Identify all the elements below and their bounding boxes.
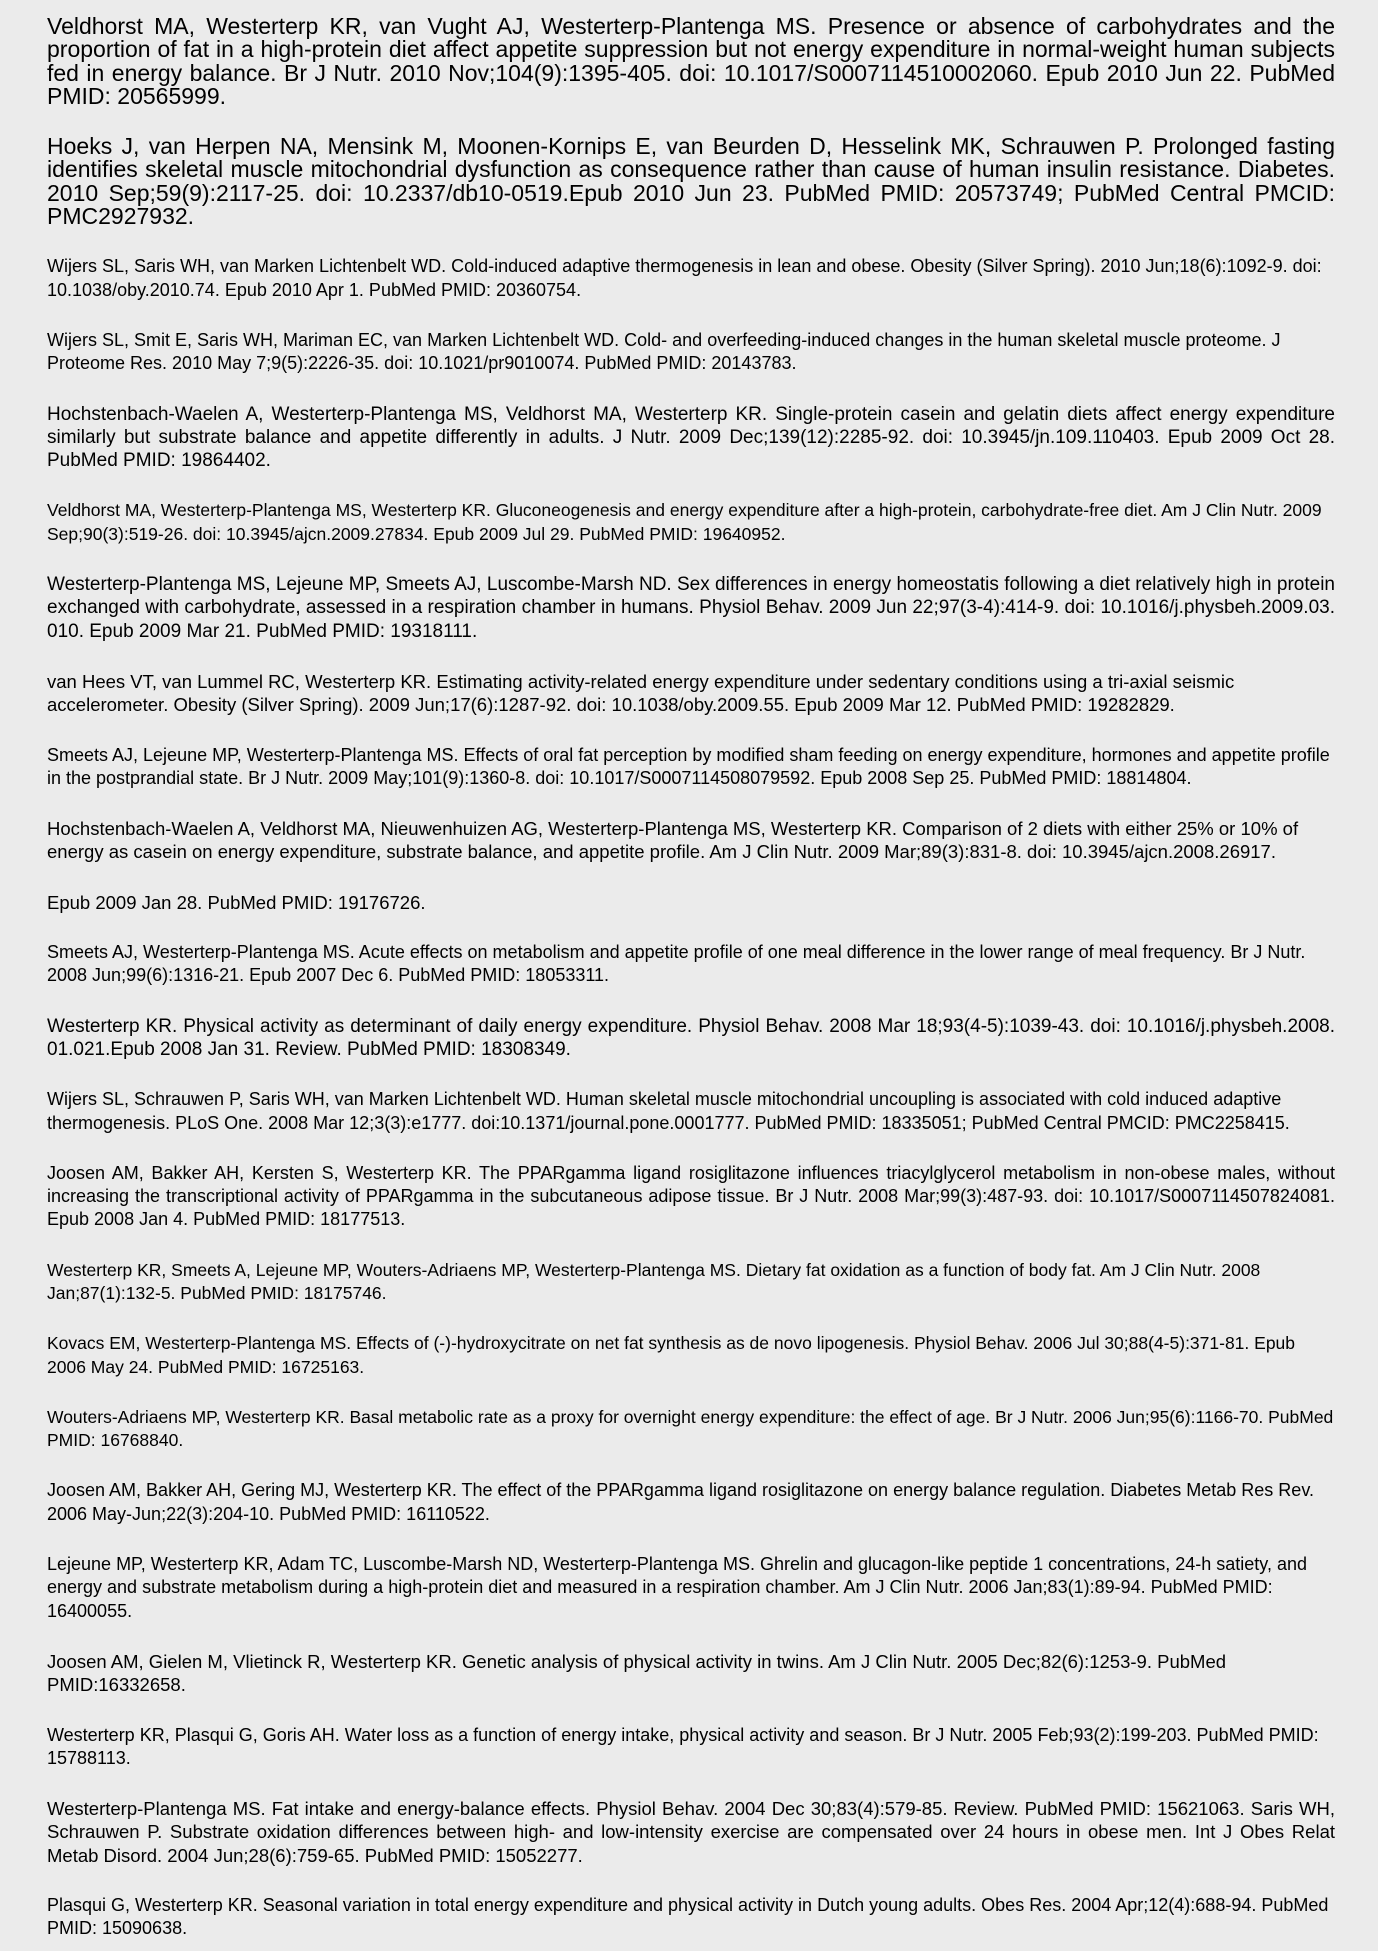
reference-item: Westerterp KR, Smeets A, Lejeune MP, Wouters-Adriaens MP, Westerterp-Plantenga MS. Dietary fat oxidation as a function of body fat. Am J Clin Nutr. 2008 Jan;87(1):132-5. PubMed PMID: 18175746. bbox=[47, 1259, 1261, 1303]
reference-item: Smeets AJ, Westerterp-Plantenga MS. Acute effects on metabolism and appetite profile of one meal difference in the lower range of meal frequency. Br J Nutr.​2008 Jun;99(6):1316-21. Epub 2007 Dec 6. PubMed PMID: 18053311. bbox=[47, 942, 1306, 986]
reference-item: Joosen AM, Bakker AH, Gering MJ, Westerterp KR. The effect of the PPARgamma ligand rosiglitazone on energy balance regulation. Diabetes Metab Res Rev. 2006 May-Jun;22(3):204-10. PubMed PMID: 16110522. bbox=[47, 1480, 1314, 1524]
reference-list bbox=[47, 15, 1335, 1941]
reference-item: Wijers SL, Schrauwen P, Saris WH, van Marken Lichtenbelt WD. Human skeletal muscle mitochondrial uncoupling is associated with cold induced adaptive thermogenesis. PLoS One. 2008 Mar 12;3(3):e1777. doi:10.​1371/​journal.​pone.​0001777. PubMed PMID: 18335051; PubMed Central PMCID: PMC2258415. bbox=[47, 1089, 1290, 1133]
reference-item: Joosen AM, Bakker AH, Kersten S, Westerterp KR. The PPARgamma ligand rosiglitazone influences triacylglycerol metabolism in non-obese males, without increasing the transcriptional activity of PPARgamma in the subcutaneous adipose tissue. Br J Nutr. 2008 Mar;99(3):487-93. doi: 10.​1017/​S0007114507824081. Epub 2008 Jan 4. PubMed PMID: 18177513. bbox=[47, 1162, 1335, 1230]
reference-item: Kovacs EM, Westerterp-Plantenga MS. Effects of (-)-hydroxycitrate on net fat synthesis as de novo lipogenesis. Physiol Behav. 2006 Jul 30;88(4-5):371-81. Epub 2006 May 24. PubMed PMID: 16725163. bbox=[47, 1333, 1296, 1377]
reference-item: Westerterp KR, Plasqui G, Goris AH. Water loss as a function of energy intake, physical activity and season. Br J Nutr. 2005 Feb;93(2):199-203. PubMed PMID: 15788113. bbox=[47, 1724, 1319, 1768]
reference-item: van Hees VT, van Lummel RC, Westerterp KR. Estimating activity-related energy expenditure under sedentary conditions using a tri-axial seismic accelerometer. Obesity (Silver Spring). 2009 Jun;17(6):1287-92. doi: 10.​1038/​oby.​2009.​55. Epub 2009 Mar 12. PubMed PMID: 19282829. bbox=[47, 670, 1235, 716]
reference-item: Wijers SL, Smit E, Saris WH, Mariman EC, van Marken Lichtenbelt WD. Cold- and overfeeding-induced changes in the human skeletal muscle proteome. J Proteome Res. 2010 May 7;9(5):2226-35. doi: 10.​1021/​pr9010074. PubMed PMID: 20143783. bbox=[47, 329, 1281, 374]
reference-item: Smeets AJ, Lejeune MP, Westerterp-Plantenga MS. Effects of oral fat perception by modified sham feeding on energy expenditure, hormones and appetite profile in the postprandial state. Br J Nutr. 2009 May;101(9):1360-8. doi: 10.​1017/​S0007114508079592. Epub 2008 Sep 25. PubMed PMID: 18814804. bbox=[47, 744, 1330, 788]
reference-item: Hochstenbach-Waelen A, Westerterp-Plantenga MS, Veldhorst MA, Westerterp KR. Single-protein casein and gelatin diets affect energy expenditure similarly but substrate balance and appetite differently in adults. J Nutr. 2009 Dec;139(12):2285-92. doi: 10.​3945/​jn.​109.​110403. Epub 2009 Oct 28. PubMed PMID: 19864402. bbox=[47, 403, 1335, 472]
reference-item: Veldhorst MA, Westerterp-Plantenga MS, Westerterp KR. Gluconeogenesis and energy expenditure after a high-protein, carbohydrate-free diet. Am J Clin Nutr. 2009 Sep;90(3):519-26. doi: 10.​3945/​ajcn.​2009.​27834. Epub 2009 Jul 29. PubMed PMID: 19640952. bbox=[47, 500, 1322, 544]
reference-item: Lejeune MP, Westerterp KR, Adam TC, Luscombe-Marsh ND, Westerterp-Plantenga MS. Ghrelin and glucagon-like peptide 1 concentrations, 24-h satiety, and energy and substrate metabolism during a high-protein diet and measured in a respiration chamber. Am J Clin Nutr. 2006 Jan;83(1):89-94. PubMed PMID: 16400055. bbox=[47, 1554, 1307, 1621]
reference-item: Hoeks J, van Herpen NA, Mensink M, Moonen-Kornips E, van Beurden D, Hesselink MK, Schrauwen P. Prolonged fasting identifies skeletal muscle mitochondrial dysfunction as consequence rather than cause of human insulin resistance. Diabetes. 2010 Sep;59(9):2117-25. doi: 10.​2337/​db10-0519.​Epub 2010 Jun 23. PubMed PMID: 20573749; PubMed Central PMCID: PMC2927932. bbox=[47, 133, 1335, 230]
reference-item: Joosen AM, Gielen M, Vlietinck R, Westerterp KR. Genetic analysis of physical activity in twins. Am J Clin Nutr. 2005 Dec;82(6):1253-9. PubMed PMID:16332658. bbox=[47, 1650, 1227, 1696]
reference-item: Epub 2009 Jan 28. PubMed PMID: 19176726. bbox=[47, 891, 426, 913]
reference-item: Hochstenbach-Waelen A, Veldhorst MA, Nieuwenhuizen AG, Westerterp-Plantenga MS, Westerterp KR. Comparison of 2 diets with either 25% or 10% of energy as casein on energy expenditure, substrate balance, and appetite profile. Am J Clin Nutr. 2009 Mar;89(3):831-8. doi: 10.​3945/​ajcn.​2008.​26917. bbox=[47, 818, 1299, 863]
reference-item: Westerterp KR. Physical activity as determinant of daily energy expenditure. Physiol Behav. 2008 Mar 18;93(4-5):1039-43. doi: 10.​1016/​j.​physbeh.​2008.​01.​021.​Epub 2008 Jan 31. Review. PubMed PMID: 18308349. bbox=[47, 1015, 1335, 1060]
reference-item: Westerterp-Plantenga MS, Lejeune MP, Smeets AJ, Luscombe-Marsh ND. Sex differences in energy homeostatis following a diet relatively high in protein exchanged with carbohydrate, assessed in a respiration chamber in humans. Physiol Behav. 2009 Jun 22;97(3-4):414-9. doi: 10.​1016/​j.​physbeh.​2009.​03.​010. Epub 2009 Mar 21. PubMed PMID: 19318111. bbox=[47, 574, 1335, 642]
reference-item: Westerterp-Plantenga MS. Fat intake and energy-balance effects. Physiol Behav. 2004 Dec 30;83(4):579-85. Review. PubMed PMID: 15621063. Saris WH, Schrauwen P. Substrate oxidation differences between high- and low-intensity exercise are compensated over 24 hours in obese men. Int J Obes Relat Metab Disord. 2004 Jun;28(6):759-65. PubMed PMID: 15052277. bbox=[47, 1798, 1335, 1866]
reference-item: Plasqui G, Westerterp KR. Seasonal variation in total energy expenditure and physical activity in Dutch young adults. Obes Res. 2004 Apr;12(4):688-94. PubMed PMID: 15090638. bbox=[47, 1895, 1329, 1939]
reference-item: Veldhorst MA, Westerterp KR, van Vught AJ, Westerterp-Plantenga MS. Presence or absence of carbohydrates and the proportion of fat in a high-protein diet affect appetite suppression but not energy expenditure in normal-weight human subjects fed in energy balance. Br J Nutr. 2010 Nov;104(9):1395-405. doi: 10.​1017/​S0007114510002060. Epub 2010 Jun 22. PubMed PMID: 20565999. bbox=[47, 13, 1335, 109]
reference-item: Wouters-Adriaens MP, Westerterp KR. Basal metabolic rate as a proxy for overnight energy expenditure: the effect of age. Br J Nutr. 2006 Jun;95(6):1166-70. PubMed PMID: 16768840. bbox=[47, 1406, 1334, 1451]
reference-item: Wijers SL, Saris WH, van Marken Lichtenbelt WD. Cold-induced adaptive thermogenesis in lean and obese. Obesity (Silver Spring). 2010 Jun;18(6):1092-9. doi: 10.​1038/​oby.​2010.​74. Epub 2010 Apr 1. PubMed PMID: 20360754. bbox=[47, 256, 1322, 300]
